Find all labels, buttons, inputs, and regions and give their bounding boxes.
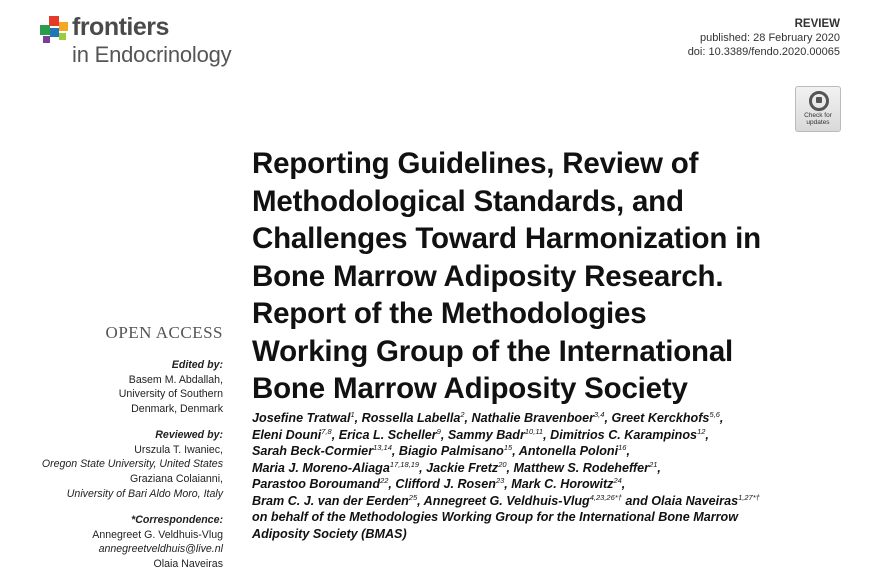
affiliation-marker[interactable]: 20 xyxy=(498,459,507,469)
author-name[interactable]: Matthew S. Rodeheffer xyxy=(513,460,650,475)
editor-line: University of Southern xyxy=(118,388,223,401)
author-line xyxy=(252,476,852,493)
journal-logo[interactable] xyxy=(40,12,270,68)
affiliation-marker[interactable]: 25 xyxy=(408,492,418,502)
author-separator: , xyxy=(417,493,424,508)
author-separator: , xyxy=(626,444,630,458)
logo-square-purple xyxy=(43,36,50,43)
correspondence-email[interactable]: annegreetveldhuis@live.nl xyxy=(98,543,223,556)
author-name[interactable]: Erica L. Scheller xyxy=(338,427,437,442)
affiliation-marker[interactable]: 13,14 xyxy=(373,442,392,452)
author-separator: on behalf of the Methodologies Working Group for the International Bone Marrow xyxy=(252,510,739,524)
author-name[interactable]: Mark C. Horowitz xyxy=(511,477,614,491)
brand-name: frontiers xyxy=(72,13,169,41)
edited-by-block xyxy=(20,358,223,417)
article-title: Reporting Guidelines, Review of Methodological Standards, and Challenges Toward Harmonization in Bone Marrow Adiposity Research. Report of the Methodologies Working Group of the International Bone Marrow Adiposity Society xyxy=(252,147,761,405)
check-for-updates-button[interactable] xyxy=(795,86,841,132)
correspondence-line: Olaia Naveiras xyxy=(153,558,223,571)
affiliation-marker[interactable]: 17,18,19 xyxy=(389,459,420,469)
logo-square-blue xyxy=(50,28,59,37)
affiliation-marker[interactable]: 3,4 xyxy=(594,409,605,419)
affiliation-marker[interactable]: 5,6 xyxy=(709,409,720,419)
open-access-label: OPEN ACCESS xyxy=(105,323,223,342)
logo-square-red xyxy=(49,16,59,26)
crossmark-icon xyxy=(809,91,829,111)
article-meta xyxy=(688,17,840,59)
affiliation-marker[interactable]: 10,11 xyxy=(524,426,544,436)
edited-by-label: Edited by: xyxy=(171,359,223,371)
reviewed-by-block xyxy=(20,428,223,502)
check-for-updates-label: Check for updates xyxy=(804,112,832,126)
author-line xyxy=(252,509,852,526)
author-separator: , xyxy=(719,411,724,425)
author-separator: , xyxy=(464,411,472,425)
reviewer-line: Graziana Colaianni, xyxy=(129,473,223,486)
affiliation-marker[interactable]: 15 xyxy=(503,442,513,452)
correspondence-label: *Correspondence: xyxy=(131,514,223,526)
correspondence-line: Annegreet G. Veldhuis-Vlug xyxy=(92,528,223,541)
journal-name: in Endocrinology xyxy=(72,42,232,67)
logo-square-orange xyxy=(59,22,68,31)
doi[interactable]: doi: 10.3389/fendo.2020.00065 xyxy=(687,46,840,58)
author-separator: , xyxy=(354,411,362,425)
affiliation-marker[interactable]: 7,8 xyxy=(321,426,332,436)
author-name[interactable]: Parastoo Boroumand xyxy=(252,477,381,491)
editor-line: Denmark, Denmark xyxy=(131,403,223,416)
author-line xyxy=(252,443,852,460)
affiliation-marker[interactable]: 23 xyxy=(495,475,505,485)
logo-square-lime xyxy=(59,33,66,40)
author-separator: , xyxy=(657,460,661,475)
author-separator: , xyxy=(705,427,709,442)
affiliation-marker[interactable]: 1 xyxy=(350,409,355,419)
author-list xyxy=(252,410,852,542)
author-name[interactable]: Biagio Palmisano xyxy=(398,444,504,458)
affiliation-marker[interactable]: 12 xyxy=(697,426,706,436)
author-name[interactable]: Jackie Fretz xyxy=(426,460,499,475)
affiliation-marker[interactable]: 22 xyxy=(380,475,389,485)
author-line xyxy=(252,493,852,510)
author-name[interactable]: Josefine Tratwal xyxy=(252,411,351,425)
author-name[interactable]: Dimitrios C. Karampinos xyxy=(550,427,698,442)
published-date: published: 28 February 2020 xyxy=(699,32,840,44)
author-line xyxy=(252,427,852,444)
author-separator: Adiposity Society (BMAS) xyxy=(252,526,407,541)
author-name[interactable]: Antonella Poloni xyxy=(518,444,619,458)
frontiers-logo-icon xyxy=(40,16,68,44)
affiliation-marker[interactable]: 2 xyxy=(460,409,465,419)
author-name[interactable]: Nathalie Bravenboer xyxy=(471,411,594,425)
author-line xyxy=(252,460,852,477)
author-separator: , xyxy=(621,477,626,491)
affiliation-marker[interactable]: 24 xyxy=(613,475,622,485)
reviewed-by-label: Reviewed by: xyxy=(155,429,223,441)
author-line xyxy=(252,526,852,543)
affiliation-marker[interactable]: 16 xyxy=(618,442,627,452)
author-name[interactable]: Maria J. Moreno-Aliaga xyxy=(252,460,390,475)
author-name[interactable]: Bram C. J. van der Eerden xyxy=(252,493,409,508)
author-separator: , xyxy=(391,444,399,458)
author-name[interactable]: Greet Kerckhofs xyxy=(611,411,710,425)
affiliation-marker[interactable]: 21 xyxy=(649,459,658,469)
author-separator: , xyxy=(331,427,339,442)
author-name[interactable]: Rossella Labella xyxy=(361,411,461,425)
author-name[interactable]: Sarah Beck-Cormier xyxy=(252,444,374,458)
author-name[interactable]: Sammy Badr xyxy=(447,427,525,442)
editor-line: Basem M. Abdallah, xyxy=(128,373,223,386)
author-name[interactable]: Annegreet G. Veldhuis-Vlug xyxy=(423,493,590,508)
reviewer-line: Oregon State University, United States xyxy=(41,458,223,471)
author-separator: , xyxy=(604,411,612,425)
author-separator: , xyxy=(512,444,519,458)
author-separator: , xyxy=(388,477,396,491)
author-name[interactable]: Eleni Douni xyxy=(252,427,322,442)
author-line xyxy=(252,410,852,427)
correspondence-block xyxy=(20,513,223,572)
reviewer-line: University of Bari Aldo Moro, Italy xyxy=(66,487,223,500)
author-separator: , xyxy=(504,477,512,491)
author-separator: , xyxy=(419,460,427,475)
author-name[interactable]: Clifford J. Rosen xyxy=(395,477,496,491)
reviewer-line: Urszula T. Iwaniec, xyxy=(134,443,223,456)
affiliation-marker[interactable]: 9 xyxy=(436,426,441,436)
article-type: REVIEW xyxy=(794,18,840,30)
author-separator: , xyxy=(543,427,551,442)
author-separator: and xyxy=(621,493,652,508)
author-name[interactable]: Olaia Naveiras xyxy=(651,493,739,508)
logo-square-green xyxy=(40,25,50,35)
affiliation-marker[interactable]: 4,23,26*† xyxy=(589,492,622,502)
affiliation-marker[interactable]: 1,27*† xyxy=(738,492,760,502)
author-separator: , xyxy=(506,460,514,475)
author-separator: , xyxy=(440,427,448,442)
